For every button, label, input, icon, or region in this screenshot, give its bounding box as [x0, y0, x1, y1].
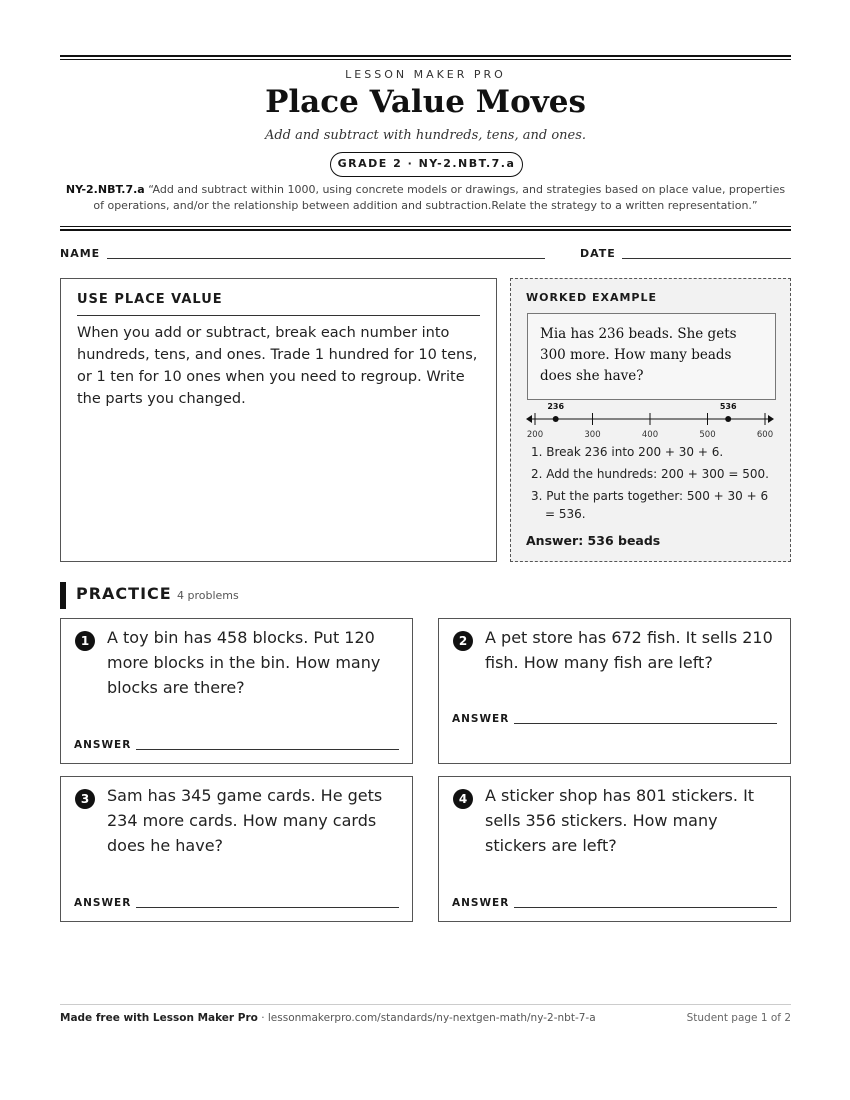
number-line-tick-label: 200	[526, 430, 544, 440]
name-field[interactable]	[107, 258, 545, 259]
answer-label: ANSWER	[74, 897, 132, 909]
number-line-point-label: 236	[547, 403, 565, 411]
worked-example-problem: Mia has 236 beads. She gets 300 more. How many beads does she have?	[527, 313, 776, 400]
worked-example-heading: WORKED EXAMPLE	[526, 291, 657, 304]
problem-number: 3	[75, 789, 95, 809]
footer-divider	[60, 1004, 791, 1005]
answer-label: ANSWER	[74, 739, 132, 751]
lesson-card-heading: USE PLACE VALUE	[77, 292, 223, 307]
answer-field[interactable]	[136, 749, 399, 750]
right-arrow-icon	[768, 415, 774, 423]
number-line-point-label: 536	[719, 403, 737, 411]
brand-name: LESSON MAKER PRO	[345, 68, 506, 81]
name-label: NAME	[60, 247, 101, 260]
standard-description	[60, 182, 791, 214]
worked-example-panel	[510, 278, 791, 562]
problem-text: A pet store has 672 fish. It sells 210 fish. How many fish are left?	[485, 628, 773, 672]
problem-card-2	[438, 618, 791, 764]
problem-text: A sticker shop has 801 stickers. It sells 356 stickers. How many stickers are left?	[485, 786, 755, 855]
number-line-point	[725, 416, 731, 422]
answer-label: ANSWER	[452, 713, 510, 725]
worked-example-answer: Answer: 536 beads	[526, 533, 661, 548]
problem-card-1	[60, 618, 413, 764]
problem-text: Sam has 345 game cards. He gets 234 more cards. How many cards does he have?	[107, 786, 383, 855]
date-field[interactable]	[622, 258, 791, 259]
standard-text: “Add and subtract within 1000, using concrete models or drawings, and strategies based on place value, properties of operations, and/or the relationship between addition and subtraction.Relate the strategy to a written representation.”	[93, 183, 786, 212]
number-line-tick-label: 300	[584, 430, 601, 440]
problem-card-4	[438, 776, 791, 922]
worked-example-step: 1. Break 236 into 200 + 30 + 6.	[531, 445, 724, 459]
standard-code: NY-2.NBT.7.a	[65, 183, 145, 196]
page-subtitle: Add and subtract with hundreds, tens, and ones.	[264, 128, 587, 143]
answer-field[interactable]	[514, 723, 777, 724]
number-line-point	[553, 416, 559, 422]
footer-page-number: Student page 1 of 2	[686, 1012, 791, 1024]
header-top-rule	[60, 55, 791, 60]
header-bottom-rule	[60, 226, 791, 231]
practice-count: 4 problems	[177, 589, 239, 602]
worked-example-steps	[531, 443, 781, 527]
page-title: Place Value Moves	[265, 84, 586, 120]
footer-credit	[60, 1012, 596, 1024]
answer-label: ANSWER	[452, 897, 510, 909]
problem-text: A toy bin has 458 blocks. Put 120 more blocks in the bin. How many blocks are there?	[107, 628, 381, 697]
date-label: DATE	[580, 247, 616, 260]
practice-accent-bar	[60, 582, 66, 609]
answer-field[interactable]	[136, 907, 399, 908]
lesson-card-divider	[77, 315, 480, 316]
problem-number: 2	[453, 631, 473, 651]
practice-title: PRACTICE	[76, 584, 172, 603]
lesson-card-body: When you add or subtract, break each number into hundreds, tens, and ones. Trade 1 hundred for 10 tens, or 1 ten for 10 ones when you need to regroup. Write the parts you changed.	[77, 325, 478, 407]
number-line-tick-label: 400	[641, 430, 659, 440]
answer-field[interactable]	[514, 907, 777, 908]
number-line	[525, 403, 775, 443]
worked-example-step: 2. Add the hundreds: 200 + 300 = 500.	[531, 467, 769, 481]
lesson-card	[60, 278, 497, 562]
number-line-tick-label: 500	[699, 430, 716, 440]
worked-example-step: 3. Put the parts together: 500 + 30 + 6 = 536.	[531, 489, 769, 521]
worksheet-page	[60, 0, 791, 1100]
problem-card-3	[60, 776, 413, 922]
grade-badge: GRADE 2 · NY-2.NBT.7.a	[330, 152, 523, 177]
footer-url[interactable]: · lessonmakerpro.com/standards/ny-nextgen-math/ny-2-nbt-7-a	[257, 1012, 596, 1024]
problem-number: 4	[453, 789, 473, 809]
footer-made-with: Made free with Lesson Maker Pro	[60, 1012, 258, 1024]
number-line-tick-label: 600	[756, 430, 774, 440]
left-arrow-icon	[526, 415, 532, 423]
problem-number: 1	[75, 631, 95, 651]
